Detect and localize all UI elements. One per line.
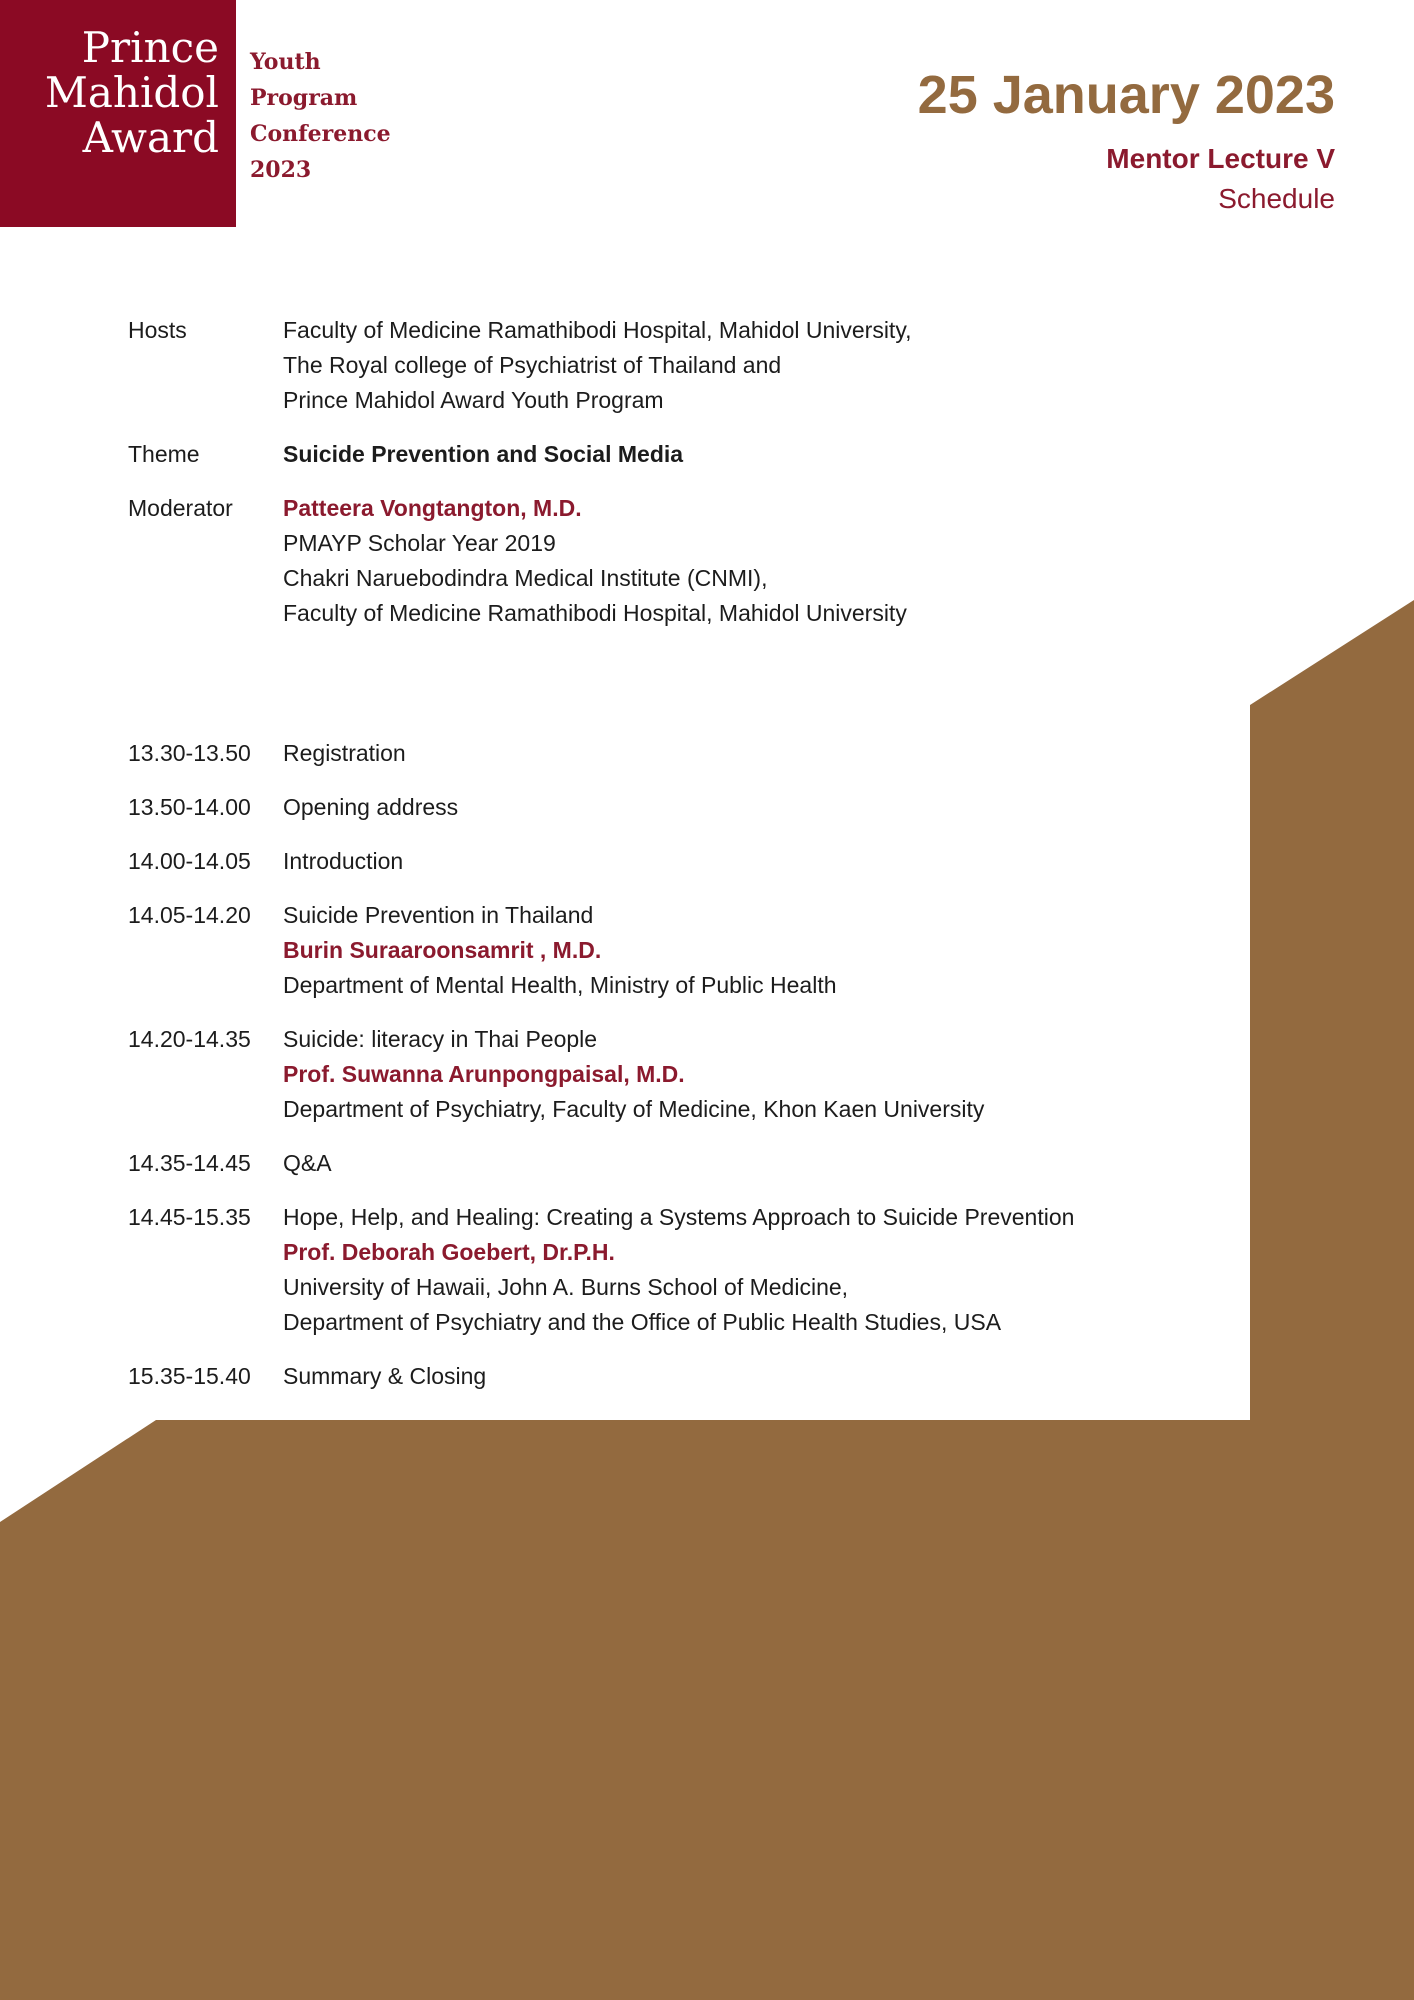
session-title: Q&A (283, 1150, 332, 1176)
hosts-row (128, 313, 1238, 418)
theme-detail (283, 437, 1238, 472)
schedule-detail (283, 790, 1238, 825)
schedule-time: 14.05-14.20 (128, 902, 251, 928)
speaker-affiliation: Department of Mental Health, Ministry of Public Health (283, 972, 837, 998)
schedule-row (128, 844, 1238, 879)
conference-line-youth: Youth (250, 49, 321, 75)
session-title: Introduction (283, 848, 404, 874)
section-spacer (128, 650, 1238, 736)
theme-label: Theme (128, 441, 200, 467)
moderator-label: Moderator (128, 495, 233, 521)
speaker-affiliation: University of Hawaii, John A. Burns School of Medicine, (283, 1274, 849, 1300)
schedule-subtitle: Schedule (1218, 183, 1335, 214)
schedule-row (128, 790, 1238, 825)
schedule-row (128, 736, 1238, 771)
hosts-label: Hosts (128, 317, 187, 343)
conference-title (250, 44, 391, 188)
session-title: Opening address (283, 794, 459, 820)
speaker-affiliation: Department of Psychiatry, Faculty of Medicine, Khon Kaen University (283, 1096, 985, 1122)
moderator-line: Chakri Naruebodindra Medical Institute (CNMI), (283, 565, 768, 591)
schedule-time: 13.50-14.00 (128, 794, 251, 820)
host-line: Faculty of Medicine Ramathibodi Hospital, Mahidol University, (283, 317, 912, 343)
schedule-row (128, 1359, 1238, 1394)
schedule-row (128, 1200, 1238, 1340)
conference-line-year: 2023 (250, 157, 312, 183)
theme-text: Suicide Prevention and Social Media (283, 441, 684, 467)
schedule-time: 13.30-13.50 (128, 740, 251, 766)
conference-line-program: Program (250, 85, 358, 111)
conference-line-conference: Conference (250, 121, 391, 147)
speaker-name: Burin Suraaroonsamrit , M.D. (283, 937, 602, 963)
schedule-time: 14.45-15.35 (128, 1204, 251, 1230)
speaker-name: Prof. Suwanna Arunpongpaisal, M.D. (283, 1061, 685, 1087)
schedule-detail (283, 844, 1238, 879)
schedule-row (128, 1022, 1238, 1127)
session-title: Hope, Help, and Healing: Creating a Systems Approach to Suicide Prevention (283, 1204, 1075, 1230)
logo-line-award: Award (82, 113, 219, 162)
event-date: 25 January 2023 (917, 65, 1335, 125)
schedule-detail (283, 1022, 1238, 1127)
moderator-line: PMAYP Scholar Year 2019 (283, 530, 556, 556)
host-line: The Royal college of Psychiatrist of Thailand and (283, 352, 782, 378)
speaker-affiliation: Department of Psychiatry and the Office of Public Health Studies, USA (283, 1309, 1002, 1335)
schedule-time: 14.35-14.45 (128, 1150, 251, 1176)
schedule-detail (283, 1359, 1238, 1394)
schedule-row (128, 898, 1238, 1003)
schedule-time: 15.35-15.40 (128, 1363, 251, 1389)
schedule-detail (283, 1146, 1238, 1181)
theme-row (128, 437, 1238, 472)
speaker-name: Prof. Deborah Goebert, Dr.P.H. (283, 1239, 615, 1265)
moderator-line: Faculty of Medicine Ramathibodi Hospital, Mahidol University (283, 600, 907, 626)
moderator-row (128, 491, 1238, 631)
schedule-content (128, 313, 1238, 1394)
session-title: Suicide: literacy in Thai People (283, 1026, 598, 1052)
session-title: Summary & Closing (283, 1363, 487, 1389)
logo-line-prince: Prince (81, 23, 219, 72)
schedule-time: 14.00-14.05 (128, 848, 251, 874)
lecture-title: Mentor Lecture V (1106, 143, 1335, 174)
schedule-time: 14.20-14.35 (128, 1026, 251, 1052)
hosts-detail (283, 313, 1238, 418)
moderator-name: Patteera Vongtangton, M.D. (283, 495, 582, 521)
schedule-detail (283, 898, 1238, 1003)
session-title: Registration (283, 740, 406, 766)
moderator-detail (283, 491, 1238, 631)
schedule-detail (283, 736, 1238, 771)
logo-block (0, 0, 236, 227)
schedule-row (128, 1146, 1238, 1181)
logo-line-mahidol: Mahidol (44, 68, 219, 117)
schedule-detail (283, 1200, 1238, 1340)
host-line: Prince Mahidol Award Youth Program (283, 387, 664, 413)
session-title: Suicide Prevention in Thailand (283, 902, 594, 928)
